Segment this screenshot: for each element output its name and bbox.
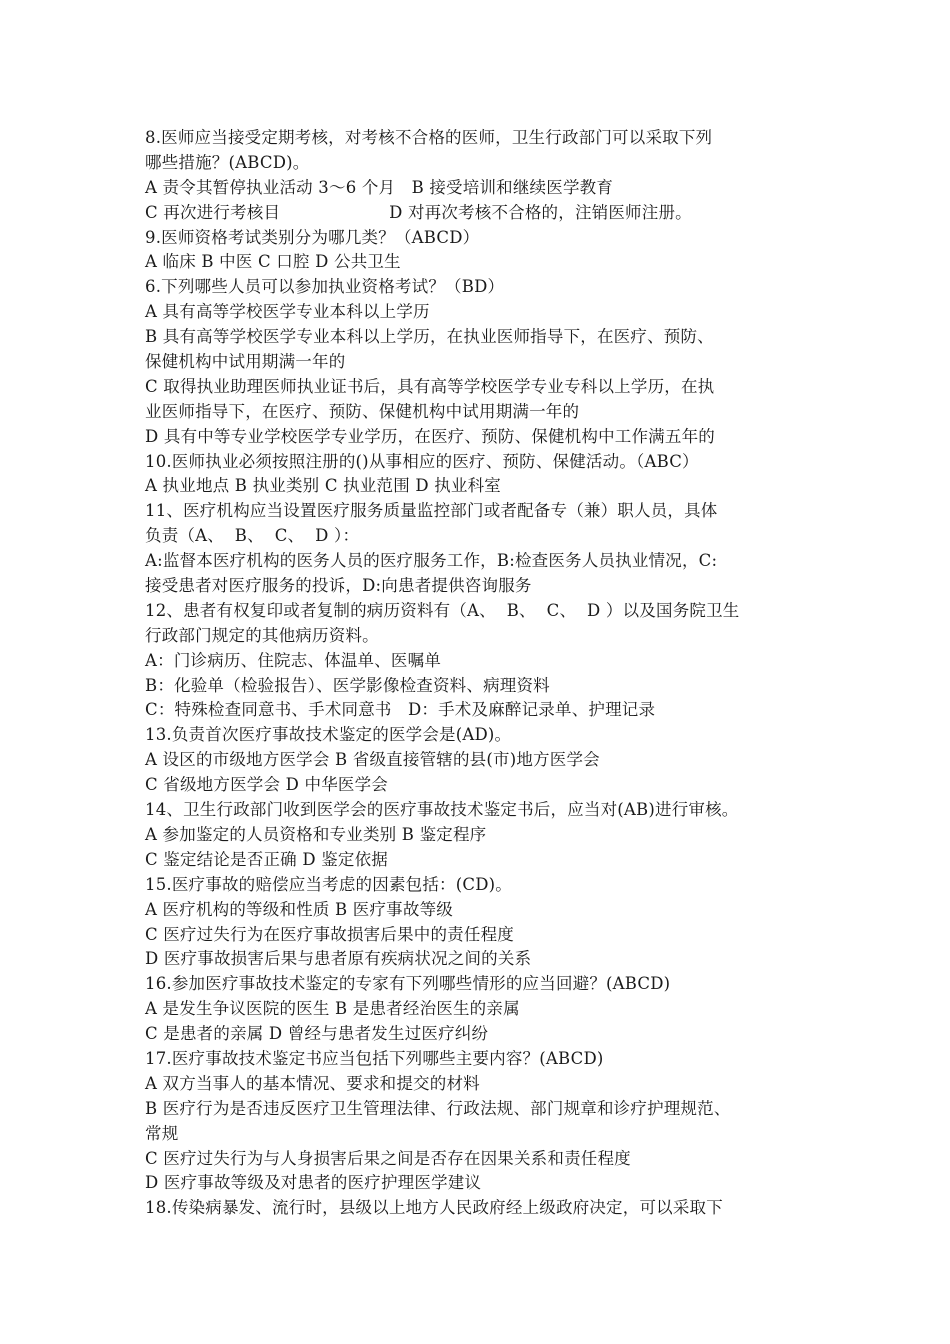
text-line: 10.医师执业必须按照注册的()从事相应的医疗、预防、保健活动。（ABC） [145, 451, 699, 471]
text-line: A 具有高等学校医学专业本科以上学历 [145, 302, 430, 322]
text-line: 14、卫生行政部门收到医学会的医疗事故技术鉴定书后，应当对(AB)进行审核。 [145, 800, 739, 820]
text-line: A：门诊病历、住院志、体温单、医嘱单 [145, 650, 442, 670]
text-line: D 医疗事故损害后果与患者原有疾病状况之间的关系 [145, 949, 532, 969]
document-body [145, 126, 815, 1221]
text-line: A 临床 B 中医 C 口腔 D 公共卫生 [145, 252, 401, 272]
text-line: C：特殊检查同意书、手术同意书 D：手术及麻醉记录单、护理记录 [145, 700, 656, 720]
text-line: 6.下列哪些人员可以参加执业资格考试？（BD） [145, 277, 505, 297]
text-line: 负责（A、 B、 C、 D ）： [145, 526, 360, 546]
text-line: 行政部门规定的其他病历资料。 [145, 625, 379, 645]
text-line: 18.传染病暴发、流行时，县级以上地方人民政府经上级政府决定，可以采取下 [145, 1198, 723, 1218]
text-line: A:监督本医疗机构的医务人员的医疗服务工作，B:检查医务人员执业情况，C: [145, 551, 718, 571]
text-line: C 医疗过失行为在医疗事故损害后果中的责任程度 [145, 924, 514, 944]
text-line: C 是患者的亲属 D 曾经与患者发生过医疗纠纷 [145, 1024, 489, 1044]
text-line: 17.医疗事故技术鉴定书应当包括下列哪些主要内容？(ABCD) [145, 1048, 604, 1068]
text-line: A 是发生争议医院的医生 B 是患者经治医生的亲属 [145, 999, 520, 1019]
text-line: 8.医师应当接受定期考核，对考核不合格的医师，卫生行政部门可以采取下列 [145, 128, 713, 147]
text-line: 哪些措施？(ABCD)。 [145, 152, 310, 172]
text-line: 11、医疗机构应当设置医疗服务质量监控部门或者配备专（兼）职人员，具体 [145, 501, 718, 521]
text-line: A 设区的市级地方医学会 B 省级直接管辖的县(市)地方医学会 [145, 750, 600, 770]
text-line: A 责令其暂停执业活动 3～6 个月 B 接受培训和继续医学教育 [145, 177, 614, 197]
text-line: 16.参加医疗事故技术鉴定的专家有下列哪些情形的应当回避？(ABCD) [145, 974, 671, 994]
text-line: D 具有中等专业学校医学专业学历，在医疗、预防、保健机构中工作满五年的 [145, 426, 715, 446]
text-line: 13.负责首次医疗事故技术鉴定的医学会是(AD)。 [145, 725, 512, 745]
text-line: 业医师指导下，在医疗、预防、保健机构中试用期满一年的 [145, 401, 580, 421]
text-line: 15.医疗事故的赔偿应当考虑的因素包括：(CD)。 [145, 874, 512, 894]
text-line: 12、患者有权复印或者复制的病历资料有（A、 B、 C、 D ）以及国务院卫生 [145, 600, 740, 620]
text-line: 保健机构中试用期满一年的 [145, 352, 346, 372]
text-line: C 取得执业助理医师执业证书后，具有高等学校医学专业专科以上学历，在执 [145, 376, 715, 396]
text-line: C 医疗过失行为与人身损害后果之间是否存在因果关系和责任程度 [145, 1148, 631, 1168]
text-line: A 双方当事人的基本情况、要求和提交的材料 [145, 1073, 480, 1093]
text-line: C 再次进行考核目 D 对再次考核不合格的，注销医师注册。 [145, 202, 692, 222]
text-line: B：化验单（检验报告）、医学影像检查资料、病理资料 [145, 675, 550, 695]
text-line: C 鉴定结论是否正确 D 鉴定依据 [145, 849, 388, 869]
text-line: A 参加鉴定的人员资格和专业类别 B 鉴定程序 [145, 824, 487, 844]
text-line: 接受患者对医疗服务的投诉，D:向患者提供咨询服务 [145, 576, 532, 596]
text-line: A 执业地点 B 执业类别 C 执业范围 D 执业科室 [145, 476, 502, 496]
text-line: B 具有高等学校医学专业本科以上学历，在执业医师指导下，在医疗、预防、 [145, 327, 714, 347]
text-line: C 省级地方医学会 D 中华医学会 [145, 775, 388, 795]
text-line: D 医疗事故等级及对患者的医疗护理医学建议 [145, 1173, 482, 1193]
text-line: 9.医师资格考试类别分为哪几类？（ABCD） [145, 227, 480, 247]
text-line: B 医疗行为是否违反医疗卫生管理法律、行政法规、部门规章和诊疗护理规范、 [145, 1098, 731, 1118]
text-line: 常规 [145, 1123, 179, 1143]
text-line: A 医疗机构的等级和性质 B 医疗事故等级 [145, 899, 453, 919]
